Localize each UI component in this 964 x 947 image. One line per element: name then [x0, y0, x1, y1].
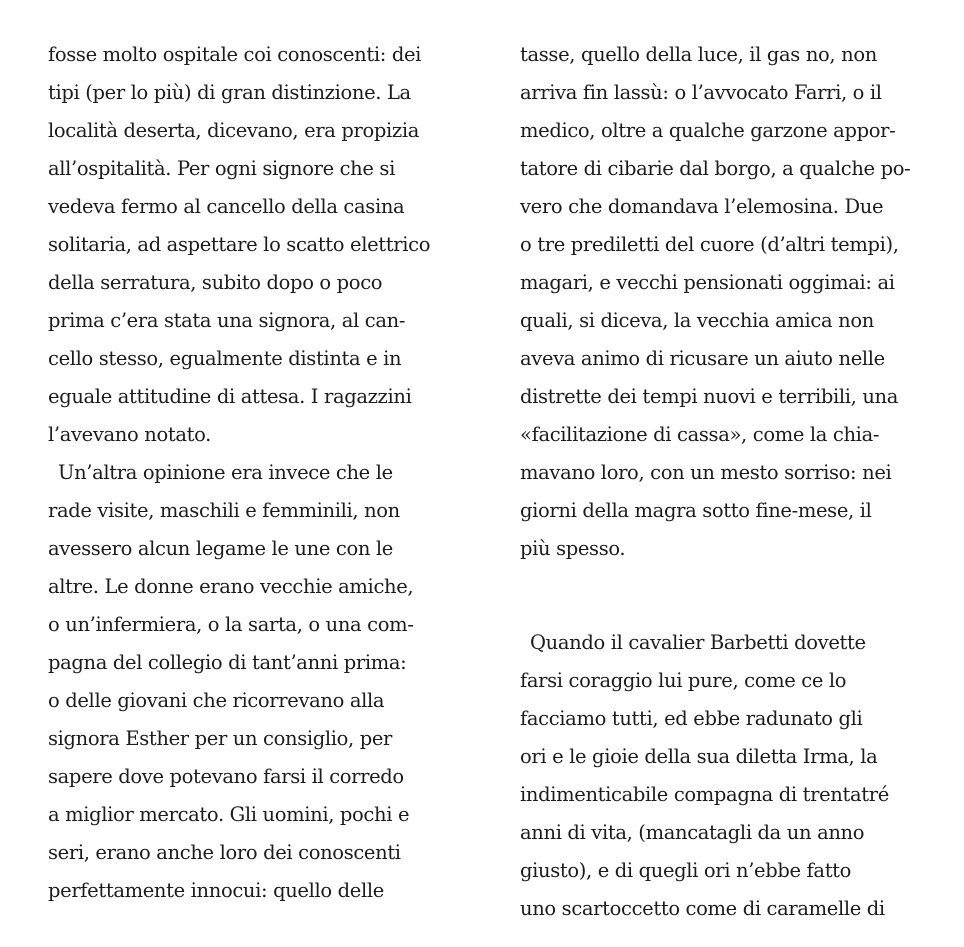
text-line: più spesso. [520, 537, 626, 560]
text-line: medico, oltre a qualche garzone appor- [520, 119, 896, 142]
text-line: prima c’era stata una signora, al can- [48, 309, 406, 332]
text-line: giorni della magra sotto fine-mese, il [520, 499, 872, 522]
paragraph-gap [520, 568, 960, 624]
text-line: della serratura, subito dopo o poco [48, 271, 383, 294]
text-line: eguale attitudine di attesa. I ragazzini [48, 385, 412, 408]
text-line: rade visite, maschili e femminili, non [48, 499, 400, 522]
text-line: vero che domandava l’elemosina. Due [520, 195, 884, 218]
text-line: tipi (per lo più) di gran distinzione. La [48, 81, 411, 104]
text-line: farsi coraggio lui pure, come ce lo [520, 669, 847, 692]
text-line: altre. Le donne erano vecchie amiche, [48, 575, 414, 598]
text-line: Un’altra opinione era invece che le [58, 461, 393, 484]
text-line: pagna del collegio di tant’anni prima: [48, 651, 407, 674]
text-line: distrette dei tempi nuovi e terribili, una [520, 385, 899, 408]
text-line: ori e le gioie della sua diletta Irma, la [520, 745, 878, 768]
text-line: seri, erano anche loro dei conoscenti [48, 841, 401, 864]
text-line: uno scartoccetto come di caramelle di [520, 897, 885, 920]
text-line: tasse, quello della luce, il gas no, non [520, 43, 877, 66]
text-line: vedeva fermo al cancello della casina [48, 195, 405, 218]
text-line: all’ospitalità. Per ogni signore che si [48, 157, 395, 180]
text-line: magari, e vecchi pensionati oggimai: ai [520, 271, 895, 294]
text-line: perfettamente innocui: quello delle [48, 879, 384, 902]
text-line: solitaria, ad aspettare lo scatto elettrico [48, 233, 431, 256]
text-line: anni di vita, (mancatagli da un anno [520, 821, 865, 844]
text-line: facciamo tutti, ed ebbe radunato gli [520, 707, 863, 730]
text-line: Quando il cavalier Barbetti dovette [530, 631, 866, 654]
text-line: aveva animo di ricusare un aiuto nelle [520, 347, 885, 370]
text-line: giusto), e di quegli ori n’ebbe fatto [520, 859, 852, 882]
text-line: «facilitazione di cassa», come la chia- [520, 423, 880, 446]
text-line: avessero alcun legame le une con le [48, 537, 393, 560]
text-line: l’avevano notato. [48, 423, 211, 446]
text-line: tatore di cibarie dal borgo, a qualche po- [520, 157, 911, 180]
text-line: sapere dove potevano farsi il corredo [48, 765, 404, 788]
left-text-column [48, 36, 468, 910]
text-line: signora Esther per un consiglio, per [48, 727, 393, 750]
text-line: arriva fin lassù: o l’avvocato Farri, o il [520, 81, 882, 104]
text-line: mavano loro, con un mesto sorriso: nei [520, 461, 892, 484]
text-line: o un’infermiera, o la sarta, o una com- [48, 613, 414, 636]
text-line: indimenticabile compagna di trentatré [520, 783, 889, 806]
text-line: cello stesso, egualmente distinta e in [48, 347, 402, 370]
text-line: fosse molto ospitale coi conoscenti: dei [48, 43, 422, 66]
right-text-column [520, 36, 960, 928]
text-line: o delle giovani che ricorrevano alla [48, 689, 385, 712]
text-line: a miglior mercato. Gli uomini, pochi e [48, 803, 410, 826]
text-line: o tre prediletti del cuore (d’altri tempi), [520, 233, 899, 256]
text-line: località deserta, dicevano, era propizia [48, 119, 420, 142]
text-line: quali, si diceva, la vecchia amica non [520, 309, 874, 332]
